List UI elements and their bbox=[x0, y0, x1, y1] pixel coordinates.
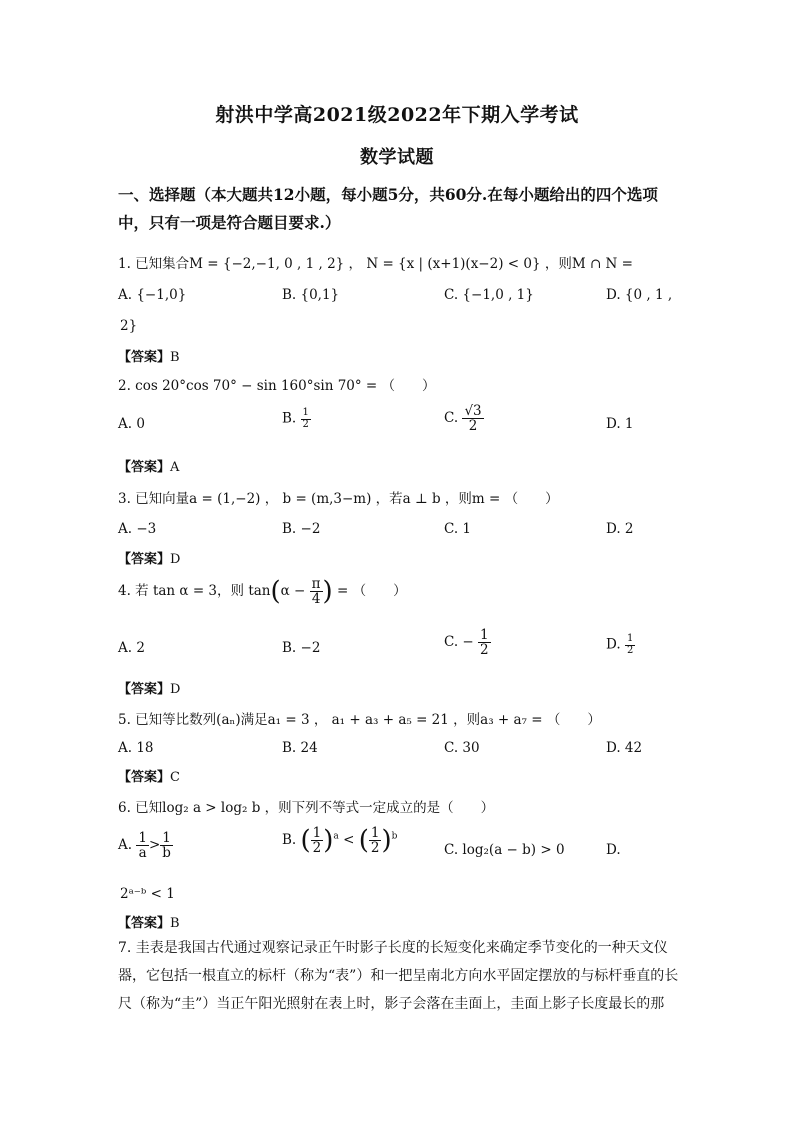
answer-value: B bbox=[170, 350, 180, 365]
question-3-option-a: A. −3 bbox=[118, 521, 157, 537]
option-letter: C. bbox=[444, 410, 459, 427]
stem-left: 4. 若 tan α = 3，则 tan bbox=[118, 583, 271, 600]
fraction bbox=[160, 831, 173, 860]
option-letter: B. bbox=[282, 832, 297, 849]
answer-label: 【答案】 bbox=[118, 552, 171, 567]
numerator: 1 bbox=[138, 830, 147, 846]
answer-value: B bbox=[170, 916, 180, 931]
operator: > bbox=[148, 837, 161, 854]
page-title: 射洪中学高2021级2022年下期入学考试 bbox=[215, 104, 579, 126]
denominator: 4 bbox=[311, 591, 321, 608]
denominator: 2 bbox=[302, 418, 309, 430]
answer-value: D bbox=[170, 552, 181, 567]
question-6-option-d-cont: 2ᵃ⁻ᵇ < 1 bbox=[120, 886, 175, 902]
question-2-option-c bbox=[444, 404, 484, 433]
numerator: 1 bbox=[370, 825, 380, 841]
fraction bbox=[625, 634, 635, 656]
question-6-answer bbox=[118, 912, 180, 931]
right-paren: ) bbox=[381, 825, 392, 856]
question-2-option-b bbox=[282, 408, 311, 430]
option-letter: B. bbox=[282, 410, 297, 427]
question-4-stem bbox=[118, 577, 407, 606]
answer-label: 【答案】 bbox=[118, 916, 171, 931]
question-5-answer bbox=[118, 766, 180, 785]
answer-label: 【答案】 bbox=[118, 682, 171, 697]
left-paren: ( bbox=[300, 825, 311, 856]
question-4-option-c bbox=[444, 628, 491, 657]
question-6-stem: 6. 已知log₂ a > log₂ b ，则下列不等式一定成立的是（ ） bbox=[118, 800, 495, 816]
numerator: 1 bbox=[160, 831, 173, 846]
page-subtitle: 数学试题 bbox=[360, 147, 434, 168]
question-2-option-a: A. 0 bbox=[118, 416, 145, 432]
numerator: 1 bbox=[312, 825, 322, 841]
question-3-option-c: C. 1 bbox=[444, 521, 472, 537]
question-3-answer bbox=[118, 548, 180, 567]
question-2-answer bbox=[118, 456, 179, 475]
denominator: 2 bbox=[626, 644, 634, 656]
question-6-option-d: D. bbox=[606, 842, 621, 858]
right-paren: ) bbox=[323, 825, 334, 856]
option-letter: D. bbox=[606, 636, 621, 653]
section-heading-line2: 中，只有一项是符合题目要求.） bbox=[118, 213, 341, 232]
question-1-answer bbox=[118, 346, 180, 365]
answer-label: 【答案】 bbox=[118, 460, 171, 475]
question-4-option-a: A. 2 bbox=[118, 640, 145, 656]
question-1-stem: 1. 已知集合M = {−2,−1, 0 , 1 , 2} ， N = {x | (x+1)(x−2) < 0} ，则M ∩ N = bbox=[118, 256, 633, 272]
question-6-option-b bbox=[282, 826, 397, 855]
numerator: 1 bbox=[626, 633, 634, 644]
question-2-option-d: D. 1 bbox=[606, 416, 634, 432]
question-4-answer bbox=[118, 678, 180, 697]
option-letter: C. − bbox=[444, 634, 474, 651]
answer-value: C bbox=[170, 770, 180, 785]
fraction bbox=[369, 826, 382, 855]
question-7-line-1: 7. 圭表是我国古代通过观察记录正午时影子长度的长短变化来确定季节变化的一种天文仪 bbox=[118, 940, 668, 956]
answer-value: A bbox=[170, 460, 180, 475]
question-5-option-a: A. 18 bbox=[118, 740, 154, 756]
question-4-option-d bbox=[606, 634, 635, 656]
question-7-line-2: 器，它包括一根直立的标杆（称为“表”）和一把呈南北方向水平固定摆放的与标杆垂直的长 bbox=[118, 968, 679, 984]
denominator: 2 bbox=[312, 840, 322, 857]
numerator: √3 bbox=[464, 403, 482, 419]
question-3-stem: 3. 已知向量a = (1,−2) ， b = (m,3−m) ，若a ⊥ b ，则m = （ ） bbox=[118, 491, 559, 507]
question-5-stem: 5. 已知等比数列(aₙ)满足a₁ = 3 ， a₁ + a₃ + a₅ = 21 ，则a₃ + a₇ = （ ） bbox=[118, 712, 601, 728]
numerator: 1 bbox=[480, 627, 489, 643]
question-2-stem: 2. cos 20°cos 70° − sin 160°sin 70° = （ ） bbox=[118, 378, 436, 394]
denominator: a bbox=[138, 845, 147, 862]
question-1-option-d-cont: 2} bbox=[120, 318, 138, 334]
numerator: 1 bbox=[302, 407, 309, 418]
question-5-option-d: D. 42 bbox=[606, 740, 643, 756]
question-1-option-d: D. {0 , 1 , bbox=[606, 287, 673, 303]
option-letter: A. bbox=[118, 837, 133, 854]
left-paren: ( bbox=[358, 825, 369, 856]
denominator: 2 bbox=[468, 418, 478, 435]
question-6-option-a bbox=[118, 831, 173, 860]
denominator: b bbox=[162, 845, 171, 862]
question-3-option-b: B. −2 bbox=[282, 521, 321, 537]
denominator: 2 bbox=[370, 840, 380, 857]
answer-value: D bbox=[170, 682, 181, 697]
question-6-option-c: C. log₂(a − b) > 0 bbox=[444, 842, 565, 858]
stem-inner: α − bbox=[280, 583, 306, 600]
fraction bbox=[136, 831, 149, 860]
stem-right: = （ ） bbox=[337, 583, 407, 600]
section-heading-line1: 一、选择题（本大题共12小题，每小题5分，共60分.在每小题给出的四个选项 bbox=[118, 185, 658, 204]
exponent: b bbox=[391, 831, 398, 842]
fraction bbox=[462, 404, 483, 433]
fraction bbox=[311, 826, 324, 855]
question-1-option-c: C. {−1,0 , 1} bbox=[444, 287, 534, 303]
question-3-option-d: D. 2 bbox=[606, 521, 634, 537]
answer-label: 【答案】 bbox=[118, 770, 171, 785]
operator: < bbox=[343, 832, 355, 849]
question-1-option-a: A. {−1,0} bbox=[118, 287, 187, 303]
right-paren: ) bbox=[322, 576, 333, 607]
numerator: π bbox=[311, 576, 321, 592]
fraction bbox=[478, 628, 491, 657]
question-1-option-b: B. {0,1} bbox=[282, 287, 340, 303]
exponent: a bbox=[333, 831, 339, 842]
denominator: 2 bbox=[480, 642, 489, 659]
question-7-line-3: 尺（称为“圭”）当正午阳光照射在表上时，影子会落在圭面上，圭面上影子长度最长的那 bbox=[118, 996, 665, 1012]
fraction bbox=[301, 408, 311, 430]
question-4-option-b: B. −2 bbox=[282, 640, 321, 656]
question-5-option-c: C. 30 bbox=[444, 740, 480, 756]
answer-label: 【答案】 bbox=[118, 350, 171, 365]
fraction bbox=[310, 577, 323, 606]
left-paren: ( bbox=[270, 576, 281, 607]
question-5-option-b: B. 24 bbox=[282, 740, 318, 756]
